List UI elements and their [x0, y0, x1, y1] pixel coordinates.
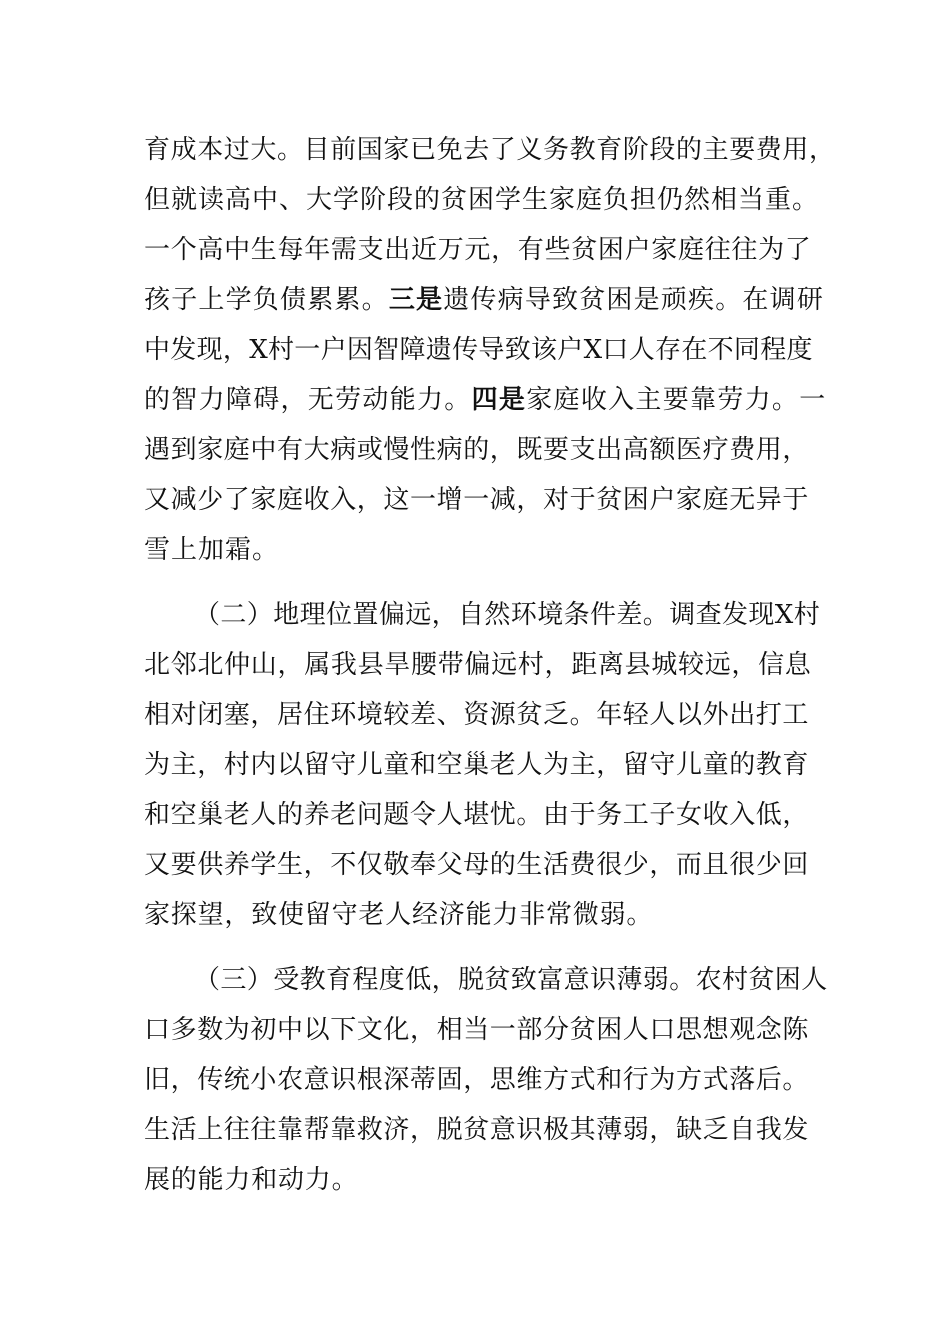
line-text: 相对闭塞，居住环境较差、资源贫乏。年轻人以外出打工	[144, 700, 810, 730]
line-text: 家探望，致使留守老人经济能力非常微弱。	[144, 900, 654, 930]
line-text: 为主，村内以留守儿童和空巢老人为主，留守儿童的教育	[144, 750, 810, 780]
line-text: 家庭收入主要靠劳力。一	[526, 385, 827, 415]
line-text: 北邻北仲山，属我县旱腰带偏远村，距离县城较远，信息	[144, 650, 812, 680]
line-text: 育成本过大。目前国家已免去了义务教育阶段的主要费用，	[144, 135, 836, 165]
line-text: 和空巢老人的养老问题令人堪忧。由于务工子女收入低，	[144, 800, 810, 830]
text-line	[144, 745, 809, 785]
line-text: 一个高中生每年需支出近万元，有些贫困户家庭往往为了	[144, 235, 812, 265]
line-text: 又要供养学生，不仅敬奉父母的生活费很少，而且很少回	[144, 850, 810, 880]
line-text: 展的能力和动力。	[144, 1165, 359, 1195]
line-text: 口多数为初中以下文化，相当一部分贫困人口思想观念陈	[144, 1015, 810, 1045]
text-line	[144, 1010, 809, 1050]
text-line	[144, 645, 812, 685]
line-text: 旧，传统小农意识根深蒂固，思维方式和行为方式落后。	[144, 1065, 810, 1095]
line-text: （二）地理位置偏远，自然环境条件差。调查发现X村	[194, 600, 821, 630]
text-line	[144, 130, 836, 170]
text-line	[144, 695, 809, 735]
emphasis-text: 四是	[471, 385, 527, 415]
text-line	[144, 280, 824, 320]
line-text: （三）受教育程度低，脱贫致富意识薄弱。农村贫困人	[194, 965, 828, 995]
text-line	[144, 845, 809, 885]
text-line	[144, 895, 653, 935]
text-line	[144, 1160, 358, 1200]
text-line	[144, 1060, 809, 1100]
text-line	[144, 230, 812, 270]
line-text: 遇到家庭中有大病或慢性病的，既要支出高额医疗费用，	[144, 435, 810, 465]
text-line	[144, 430, 809, 470]
text-line	[144, 1110, 809, 1150]
line-text: 的智力障碍，无劳动能力。	[144, 385, 472, 415]
text-line	[144, 330, 813, 370]
text-line	[194, 960, 828, 1000]
text-line	[144, 480, 809, 520]
line-text: 孩子上学负债累累。	[144, 285, 389, 315]
line-text: 中发现，X村一户因智障遗传导致该户X口人存在不同程度	[144, 335, 813, 365]
line-text: 但就读高中、大学阶段的贫困学生家庭负担仍然相当重。	[144, 185, 820, 215]
emphasis-text: 三是	[388, 285, 444, 315]
line-text: 遗传病导致贫困是顽疾。在调研	[443, 285, 825, 315]
text-line	[144, 380, 827, 420]
line-text: 生活上往往靠帮靠救济，脱贫意识极其薄弱，缺乏自我发	[144, 1115, 810, 1145]
text-line	[144, 180, 819, 220]
text-line	[144, 530, 279, 570]
text-line	[144, 795, 809, 835]
text-line	[194, 595, 820, 635]
line-text: 雪上加霜。	[144, 535, 280, 565]
line-text: 又减少了家庭收入，这一增一减，对于贫困户家庭无异于	[144, 485, 810, 515]
